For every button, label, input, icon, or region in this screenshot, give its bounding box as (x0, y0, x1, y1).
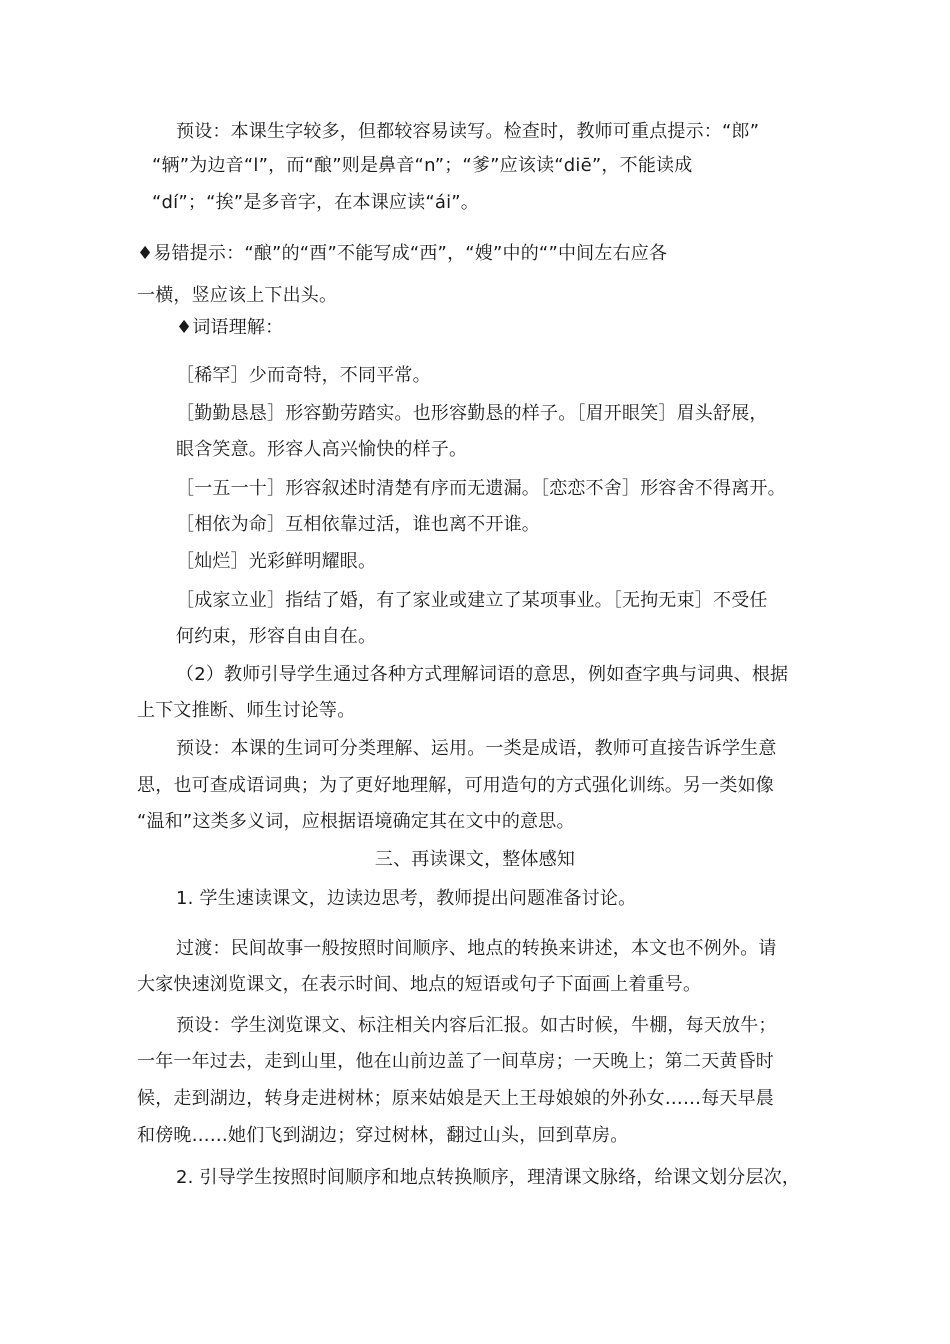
error-tip-line-1: ♦易错提示：“酿”的“酉”不能写成“西”，“嫂”中的“”中间左右应各 (137, 243, 668, 264)
vocab-item-line: ［相依为命］互相依靠过活，谁也离不开谁。 (176, 514, 540, 535)
preset-reading-line-1: 预设：学生浏览课文、标注相关内容后汇报。如古时候，牛棚，每天放牛； (176, 1015, 777, 1036)
preset-reading-line-3: 候，走到湖边，转身走进树林；原来姑娘是天上王母娘娘的外孙女……每天早晨 (137, 1088, 774, 1109)
vocab-item-line: ［成家立业］指结了婚，有了家业或建立了某项事业。［无拘无束］不受任 (176, 590, 768, 611)
teacher-guide-line-2: 上下文推断、师生讨论等。 (137, 700, 356, 721)
teacher-guide-line-1: （2）教师引导学生通过各种方式理解词语的意思，例如查字典与词典、根据 (176, 664, 789, 685)
preset-vocab-line-1: 预设：本课的生词可分类理解、运用。一类是成语，教师可直接告诉学生意 (176, 738, 777, 759)
preset-reading-line-2: 一年一年过去，走到山里，他在山前边盖了一间草房；一天晚上；第二天黄昏时 (137, 1051, 774, 1072)
transition-line-1: 过渡：民间故事一般按照时间顺序、地点的转换来讲述，本文也不例外。请 (176, 938, 777, 959)
preset-reading-line-4: 和傍晚……她们飞到湖边；穿过树林，翻过山头，回到草房。 (137, 1125, 629, 1146)
preset-vocab-line-3: “温和”这类多义词，应根据语境确定其在文中的意思。 (137, 811, 575, 832)
vocab-item-line: 眼含笑意。形容人高兴愉快的样子。 (176, 439, 468, 460)
preset-paragraph-line-3: “dí”；“挨”是多音字，在本课应读“ái”。 (152, 192, 480, 213)
section-heading: 三、再读课文，整体感知 (374, 849, 576, 870)
vocab-item-line: 何约束，形容自由自在。 (176, 626, 377, 647)
vocab-item-line: ［灿烂］光彩鲜明耀眼。 (176, 551, 377, 572)
vocab-item-line: ［勤勤恳恳］形容勤劳踏实。也形容勤恳的样子。［眉开眼笑］眉头舒展， (176, 403, 768, 424)
preset-paragraph-line-1: 预设：本课生字较多，但都较容易读写。检查时，教师可重点提示：“郎” (176, 121, 760, 142)
vocab-item-line: ［一五一十］形容叙述时清楚有序而无遗漏。［恋恋不舍］形容舍不得离开。 (176, 478, 786, 499)
vocab-heading: ♦词语理解： (176, 317, 284, 338)
preset-vocab-line-2: 思，也可查成语词典；为了更好地理解，可用造句的方式强化训练。另一类如像 (137, 775, 774, 796)
transition-line-2: 大家快速浏览课文，在表示时间、地点的短语或句子下面画上着重号。 (137, 974, 702, 995)
preset-paragraph-line-2: “辆”为边音“l”，而“酿”则是鼻音“n”；“爹”应该读“diē”，不能读成 (152, 155, 693, 176)
vocab-item-xihan: ［稀罕］少而奇特，不同平常。 (176, 365, 431, 386)
step-1-line: 1. 学生速读课文，边读边思考，教师提出问题准备讨论。 (176, 888, 637, 909)
error-tip-line-2: 一横，竖应该上下出头。 (137, 285, 338, 306)
step-2-line: 2. 引导学生按照时间顺序和地点转换顺序，理清课文脉络，给课文划分层次， (176, 1167, 801, 1188)
